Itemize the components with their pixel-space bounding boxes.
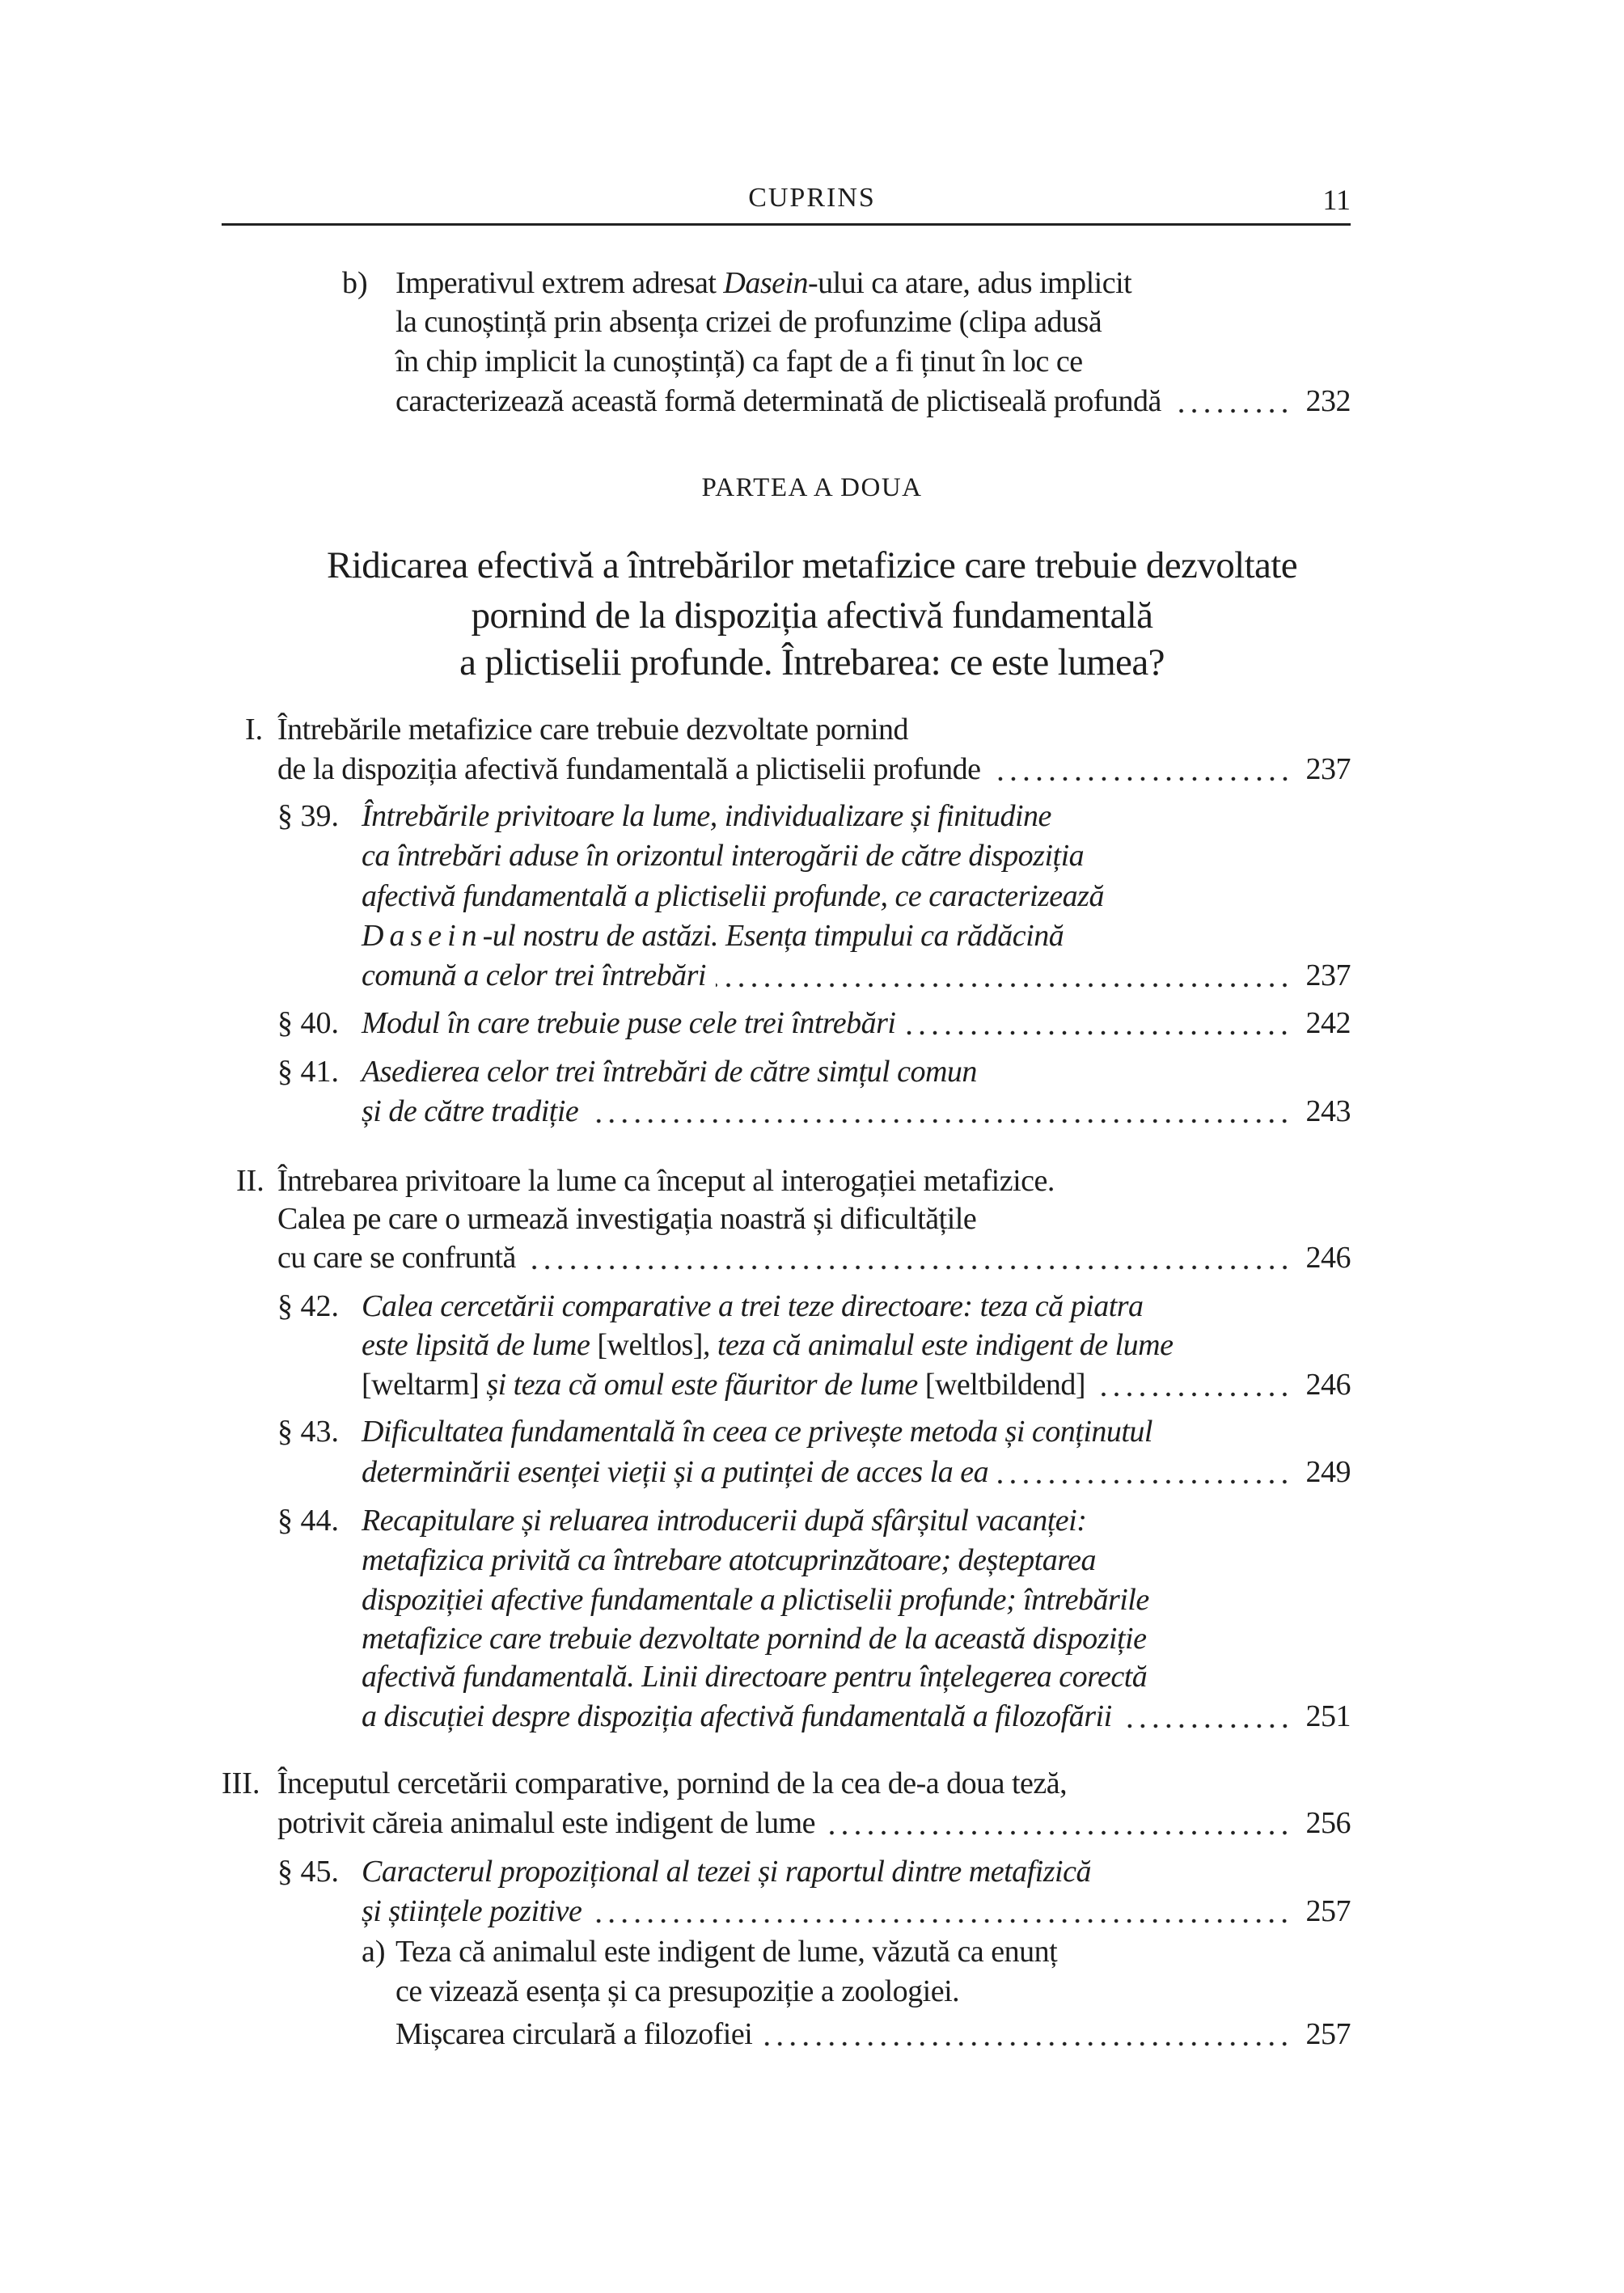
toc-entry-line <box>362 954 1351 996</box>
toc-entry-label: § 40. <box>277 1006 339 1040</box>
toc-entry-text <box>395 1931 1057 1973</box>
dot-leader <box>1095 1364 1291 1406</box>
text-segment: este lipsită de lume <box>362 1328 598 1362</box>
text-segment: Calea pe care o urmează investigația noastră și dificultățile <box>277 1202 977 1236</box>
toc-entry-line <box>362 875 1351 917</box>
toc-entry-text <box>277 1802 815 1844</box>
toc-entry-line <box>395 2013 1351 2055</box>
toc-entry-label: I. <box>245 713 264 747</box>
toc-entry-line <box>362 1451 1351 1493</box>
toc-entry-line <box>362 1002 1351 1044</box>
text-segment: Recapitulare și reluarea introducerii după sfârșitul vacanței: <box>362 1504 1087 1538</box>
text-segment: Dasein <box>723 266 809 300</box>
toc-entry-text <box>277 748 981 790</box>
toc-entry-line <box>362 1539 1351 1581</box>
toc-page-number: 256 <box>1305 1806 1351 1840</box>
toc-entry-text <box>362 1851 1091 1893</box>
toc-entry-text <box>362 835 1084 877</box>
text-segment: [weltlos] <box>597 1328 703 1362</box>
dot-leader <box>1171 380 1292 422</box>
toc-entry-label: § 39. <box>277 799 339 833</box>
text-segment: Dasein <box>362 919 483 953</box>
toc-page-number: 246 <box>1305 1241 1351 1275</box>
text-segment: comună a celor trei întrebări <box>362 958 706 992</box>
toc-entry-text <box>362 1324 1173 1366</box>
running-header-title: CUPRINS <box>748 183 876 213</box>
toc-entry-text <box>362 1285 1144 1327</box>
toc-entry-line <box>362 1656 1351 1698</box>
toc-entry-line <box>362 1890 1351 1932</box>
toc-page-number: 237 <box>1305 958 1351 992</box>
text-segment: în chip implicit la cunoștință) ca fapt de a fi ținut în loc ce <box>395 345 1083 379</box>
text-segment: cu care se confruntă <box>277 1241 516 1275</box>
toc-entry-line <box>362 1285 1351 1327</box>
text-segment: Calea cercetării comparative a trei teze directoare: teza că piatra <box>362 1289 1144 1323</box>
toc-entry-line <box>362 1324 1351 1366</box>
text-segment: potrivit căreia animalul este indigent de lume <box>277 1806 815 1840</box>
toc-entry-text <box>362 1002 895 1044</box>
toc-entry-line <box>395 341 1351 383</box>
toc-entry-text <box>277 709 908 751</box>
toc-entry-line <box>362 1618 1351 1660</box>
toc-entry-text <box>395 262 1131 304</box>
text-segment: determinării esenței vieții și a putinței de acces la ea <box>362 1455 989 1489</box>
toc-entry-line <box>277 709 1351 751</box>
text-segment: -ul nostru de astăzi. Esența timpului ca rădăcină <box>482 919 1064 953</box>
text-segment: [weltarm] <box>362 1368 480 1402</box>
toc-page-number: 243 <box>1305 1094 1351 1128</box>
part-heading: PARTEA A DOUA <box>701 473 923 502</box>
toc-entry-text <box>362 1051 977 1093</box>
header-rule <box>222 223 1351 226</box>
toc-entry-line <box>277 1762 1351 1804</box>
toc-entry-line <box>362 1051 1351 1093</box>
text-segment: Imperativul extrem adresat <box>395 266 724 300</box>
text-segment: Caracterul propozițional al tezei și raportul dintre metafizică <box>362 1855 1091 1889</box>
text-segment: Dificultatea fundamentală în ceea ce privește metoda și conținutul <box>362 1415 1152 1449</box>
text-segment: metafizica privită ca întrebare atotcuprinzătoare; deșteptarea <box>362 1543 1096 1577</box>
toc-entry-label: § 43. <box>277 1415 339 1449</box>
toc-entry-line <box>395 262 1351 304</box>
toc-entry-label: § 41. <box>277 1055 339 1089</box>
text-segment: Mișcarea circulară a filozofiei <box>395 2017 753 2051</box>
toc-page-number: 251 <box>1305 1699 1351 1733</box>
text-segment: la cunoștință prin absența crizei de profunzime (clipa adusă <box>395 305 1102 339</box>
text-segment: și de către tradiție <box>362 1094 579 1128</box>
toc-entry-line <box>362 795 1351 837</box>
text-segment: afectivă fundamentală a plictiselii profunde, ce caracterizează <box>362 879 1104 913</box>
toc-entry-text <box>395 341 1083 383</box>
dot-leader <box>588 1090 1291 1132</box>
text-segment: și teza că omul este făuritor de lume <box>479 1368 925 1402</box>
toc-entry-line <box>362 1500 1351 1542</box>
toc-entry-line <box>277 1237 1351 1279</box>
page-number: 11 <box>1322 184 1351 216</box>
toc-entry-line <box>395 380 1351 422</box>
toc-entry-text <box>277 1198 976 1240</box>
dot-leader <box>991 748 1292 790</box>
dot-leader <box>716 954 1292 996</box>
toc-entry-label: § 45. <box>277 1855 339 1889</box>
part-title-line: Ridicarea efectivă a întrebărilor metafizice care trebuie dezvoltate <box>326 544 1298 586</box>
toc-page-number: 232 <box>1305 384 1351 418</box>
toc-entry-text <box>362 1579 1149 1621</box>
toc-entry-text <box>362 1539 1096 1581</box>
dot-leader <box>762 2013 1291 2055</box>
toc-entry-text <box>277 1762 1067 1804</box>
toc-entry-text <box>362 1890 582 1932</box>
text-segment: Teza că animalul este indigent de lume, văzută ca enunț <box>395 1935 1058 1969</box>
text-segment: ce vizează esența și ca presupoziție a zoologiei. <box>395 1974 960 2008</box>
text-segment: Asedierea celor trei întrebări de către simțul comun <box>362 1055 977 1089</box>
text-segment: Întrebările privitoare la lume, individualizare și finitudine <box>362 799 1051 833</box>
toc-entry-text <box>277 1237 516 1279</box>
toc-entry-line <box>362 1695 1351 1737</box>
toc-page-number: 242 <box>1305 1006 1351 1040</box>
toc-entry-line <box>277 1802 1351 1844</box>
toc-entry-text <box>277 1160 1055 1202</box>
toc-entry-label: b) <box>342 266 368 300</box>
toc-entry-text <box>395 1970 959 2012</box>
toc-entry-label: III. <box>222 1766 260 1800</box>
toc-entry-line <box>277 1160 1351 1202</box>
text-segment: a discuției despre dispoziția afectivă fundamentală a filozofării <box>362 1699 1112 1733</box>
text-segment: Întrebarea privitoare la lume ca început al interogației metafizice. <box>277 1164 1055 1198</box>
text-segment: și științele pozitive <box>362 1894 582 1928</box>
text-segment: -ului ca atare, adus implicit <box>808 266 1132 300</box>
part-title-line: pornind de la dispoziția afectivă fundamentală <box>471 594 1153 637</box>
toc-entry-line <box>395 1931 1351 1973</box>
toc-page-number: 257 <box>1305 1894 1351 1928</box>
toc-page-number: 249 <box>1305 1455 1351 1489</box>
toc-entry-text <box>362 1411 1152 1453</box>
dot-leader <box>905 1002 1291 1044</box>
toc-entry-text <box>362 915 1064 957</box>
toc-entry-text <box>362 795 1051 837</box>
toc-entry-line <box>362 1851 1351 1893</box>
toc-entry-line <box>362 1411 1351 1453</box>
text-segment: dispoziției afective fundamentale a plictiselii profunde; întrebările <box>362 1583 1149 1617</box>
toc-entry-line <box>277 748 1351 790</box>
toc-entry-text <box>362 1500 1086 1542</box>
dot-leader <box>825 1802 1292 1844</box>
toc-page-number: 246 <box>1305 1368 1351 1402</box>
toc-entry-line <box>362 1090 1351 1132</box>
toc-entry-text <box>362 1618 1146 1660</box>
text-segment: afectivă fundamentală. Linii directoare pentru înțelegerea corectă <box>362 1660 1148 1694</box>
toc-entry-text <box>362 1364 1085 1406</box>
text-segment: , teza că animalul este indigent de lume <box>702 1328 1174 1362</box>
text-segment: metafizice care trebuie dezvoltate pornind de la această dispoziție <box>362 1622 1147 1656</box>
text-segment: caracterizează această formă determinată de plictiseală profundă <box>395 384 1161 418</box>
toc-page-number: 257 <box>1305 2017 1351 2051</box>
dot-leader <box>1122 1695 1292 1737</box>
toc-entry-line <box>277 1198 1351 1240</box>
toc-entry-label: § 42. <box>277 1289 339 1323</box>
part-title-line: a plictiselii profunde. Întrebarea: ce este lumea? <box>459 641 1165 683</box>
toc-entry-line <box>362 915 1351 957</box>
dot-leader <box>526 1237 1292 1279</box>
toc-entry-label: a) <box>362 1935 386 1969</box>
text-segment: Întrebările metafizice care trebuie dezvoltate pornind <box>277 713 909 747</box>
text-segment: Începutul cercetării comparative, pornind de la cea de-a doua teză, <box>277 1766 1068 1800</box>
text-segment: ca întrebări aduse în orizontul interogării de către dispoziția <box>362 839 1085 873</box>
toc-entry-line <box>362 835 1351 877</box>
toc-entry-text <box>362 1090 578 1132</box>
toc-entry-label: II. <box>236 1164 264 1198</box>
toc-entry-label: § 44. <box>277 1504 339 1538</box>
toc-entry-line <box>362 1364 1351 1406</box>
toc-entry-text <box>362 954 706 996</box>
dot-leader <box>998 1451 1291 1493</box>
text-segment: Modul în care trebuie puse cele trei întrebări <box>362 1006 896 1040</box>
toc-entry-line <box>395 1970 1351 2012</box>
toc-entry-text <box>362 1451 988 1493</box>
text-segment: de la dispoziția afectivă fundamentală a plictiselii profunde <box>277 752 981 786</box>
toc-entry-text <box>395 301 1102 343</box>
toc-entry-line <box>362 1579 1351 1621</box>
toc-entry-line <box>395 301 1351 343</box>
dot-leader <box>591 1890 1291 1932</box>
toc-entry-text <box>395 2013 752 2055</box>
toc-entry-text <box>362 875 1104 917</box>
toc-page-number: 237 <box>1305 752 1351 786</box>
toc-entry-text <box>395 380 1161 422</box>
toc-entry-text <box>362 1656 1147 1698</box>
toc-entry-text <box>362 1695 1112 1737</box>
text-segment: [weltbildend] <box>924 1368 1086 1402</box>
